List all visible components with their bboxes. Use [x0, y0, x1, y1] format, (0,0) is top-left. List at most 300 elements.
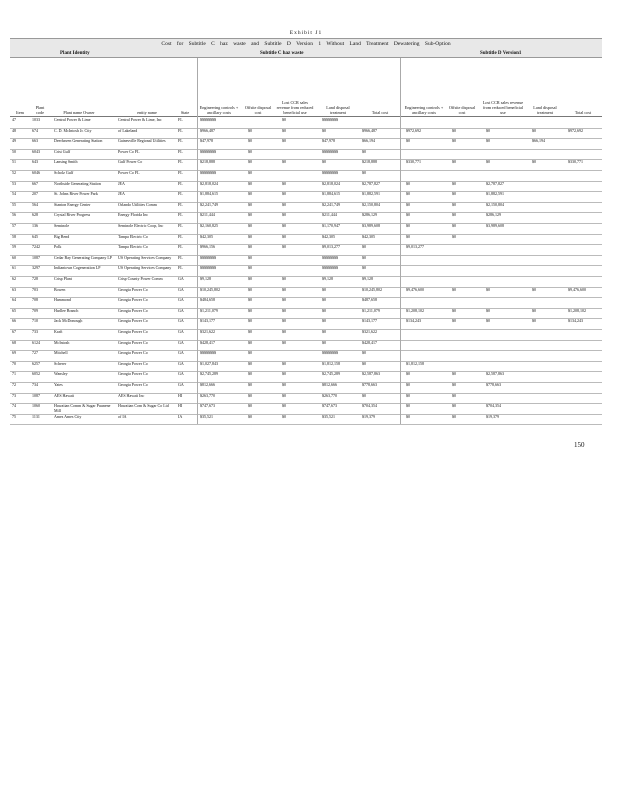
cell-d3: $2,150,804: [486, 201, 504, 207]
cell-d5: $1,208,102: [568, 307, 586, 313]
cell-item: 72: [12, 382, 16, 387]
cell-d3: $0: [486, 318, 490, 324]
cell-c3: $0: [282, 329, 286, 334]
cell-item: 65: [12, 307, 16, 313]
cell-c2: $0: [248, 339, 252, 345]
cell-c1: $1,884,615: [200, 191, 218, 197]
cell-c3: $0: [282, 360, 286, 366]
cell-d5: $330,771: [568, 159, 583, 165]
cell-d2: $0: [452, 212, 456, 218]
cell-c4: $$$$$$$$: [322, 117, 338, 122]
cell-item: 54: [12, 191, 16, 197]
cell-c5: $143,177: [362, 318, 377, 324]
cell-entity: Georgia Power Co: [118, 360, 148, 366]
cell-c2: $0: [248, 350, 252, 356]
cell-d4: $0: [532, 127, 536, 133]
header-lost-ccr-d: Lost CCR sales revenue from reduced beneficial use: [482, 100, 524, 115]
cell-c1: $$$$$$$$: [200, 265, 216, 271]
cell-code: 710: [32, 318, 38, 324]
cell-plant: Deerhaven Generating Station: [54, 138, 103, 144]
cell-c5: $0: [362, 360, 366, 366]
cell-d1: $1,208,102: [406, 307, 424, 313]
cell-c3: $0: [282, 307, 286, 313]
cell-code: 7242: [32, 244, 40, 250]
cell-c4: $2,818,024: [322, 180, 340, 186]
cell-c1: $1,027,843: [200, 360, 218, 366]
cell-c1: $9,128: [200, 276, 211, 281]
cell-d4: $0: [532, 318, 536, 324]
cell-state: GA: [178, 339, 184, 345]
cell-state: FL: [178, 265, 183, 271]
cell-c1: $10,245,802: [200, 286, 220, 292]
cell-c1: $$$$$$$$: [200, 350, 216, 356]
cell-c4: $1,170,947: [322, 223, 340, 228]
cell-c3: $0: [282, 286, 286, 292]
cell-c2: $0: [248, 297, 252, 303]
cell-c1: $$$$$$$$: [200, 254, 216, 260]
cell-item: 58: [12, 233, 16, 239]
cell-c4: $0: [322, 329, 326, 334]
cell-d1: $9,476,600: [406, 286, 424, 292]
cell-d1: $0: [406, 233, 410, 239]
cell-plant: Hawaiian Comm & Sugar Puunene Mill: [54, 403, 111, 414]
cell-c5: $3,989,608: [362, 223, 380, 228]
cell-c3: $0: [282, 201, 286, 207]
cell-entity: Georgia Power Co: [118, 286, 148, 292]
cell-c2: $0: [248, 159, 252, 165]
header-total-c: Total cost: [371, 110, 389, 115]
cell-item: 64: [12, 297, 16, 303]
cell-entity: of Lakeland: [118, 127, 138, 133]
cell-c2: $0: [248, 265, 252, 271]
cell-d3: $286,129: [486, 212, 501, 218]
cell-c1: $211,444: [200, 212, 215, 218]
cell-state: FL: [178, 117, 183, 122]
cell-plant: Mitchell: [54, 350, 68, 356]
cell-plant: AES Hawaii: [54, 392, 75, 398]
cell-d2: $0: [452, 382, 456, 387]
cell-c3: $0: [282, 371, 286, 377]
cell-state: FL: [178, 233, 183, 239]
cell-c1: $35,521: [200, 413, 213, 419]
cell-state: GA: [178, 350, 184, 356]
cell-c3: $0: [282, 297, 286, 303]
cell-d4: $0: [532, 307, 536, 313]
cell-item: 71: [12, 371, 16, 377]
cell-c4: $263,770: [322, 392, 337, 398]
cell-code: 1087: [32, 392, 40, 398]
cell-d4: $0: [532, 159, 536, 165]
cell-c1: $42,305: [200, 233, 213, 239]
cell-item: 49: [12, 138, 16, 144]
table-row: [10, 414, 602, 426]
table-title: Cost for Subtitle C haz waste and Subtitle D Version 1 Without Land Treatment Dewatering Sub-Option: [10, 38, 602, 51]
cell-c1: $263,770: [200, 392, 215, 398]
cell-plant: Polk: [54, 244, 62, 250]
cell-state: GA: [178, 297, 184, 303]
cell-c2: $0: [248, 127, 252, 133]
cell-c5: $218,888: [362, 159, 377, 165]
cell-item: 73: [12, 392, 16, 398]
cell-entity: of IA: [118, 413, 127, 419]
cell-d1: $0: [406, 180, 410, 186]
cell-entity: Georgia Power Co: [118, 350, 148, 356]
cell-c1: $428,417: [200, 339, 215, 345]
cell-plant: Jack McDonough: [54, 318, 83, 324]
cell-entity: Power Co FL: [118, 170, 140, 175]
cell-plant: Bowen: [54, 286, 66, 292]
cell-d1: $0: [406, 371, 410, 377]
cell-item: 56: [12, 212, 16, 218]
cell-c4: $0: [322, 307, 326, 313]
cell-d3: $19,379: [486, 413, 499, 419]
cell-c4: $747,673: [322, 403, 337, 409]
cell-code: 1033: [32, 117, 40, 122]
header-plant-code: Plant code: [35, 105, 45, 115]
cell-item: 57: [12, 223, 16, 228]
cell-c5: $778,663: [362, 382, 377, 387]
header-plant-name: Plant name Owner: [63, 110, 95, 115]
cell-code: 674: [32, 127, 38, 133]
cell-plant: Yates: [54, 382, 63, 387]
cell-plant: St. Johns River Power Park: [54, 191, 98, 197]
cell-code: 6124: [32, 339, 40, 345]
cell-d1: $134,243: [406, 318, 421, 324]
cell-entity: Georgia Power Co: [118, 382, 148, 387]
cell-code: 728: [32, 276, 38, 281]
cell-state: FL: [178, 191, 183, 197]
cell-c4: $$$$$$$$: [322, 148, 338, 154]
header-entity-name: entity name: [137, 110, 157, 115]
cell-c2: $0: [248, 180, 252, 186]
cell-d1: $330,771: [406, 159, 421, 165]
cell-entity: Tampa Electric Co: [118, 233, 148, 239]
cell-entity: Georgia Power Co: [118, 329, 148, 334]
cell-d3: $0: [486, 307, 490, 313]
cell-c3: $0: [282, 244, 286, 250]
column-header-row: [10, 58, 602, 117]
cell-item: 52: [12, 170, 16, 175]
cell-c1: $2,160,825: [200, 223, 218, 228]
cell-c1: $2,241,749: [200, 201, 218, 207]
cell-c1: $321,622: [200, 329, 215, 334]
cell-c3: $0: [282, 138, 286, 144]
cell-item: 48: [12, 127, 16, 133]
cell-c4: $0: [322, 159, 326, 165]
cell-state: GA: [178, 286, 184, 292]
cell-item: 51: [12, 159, 16, 165]
cell-c1: $484,658: [200, 297, 215, 303]
cell-code: 708: [32, 297, 38, 303]
cell-c2: $0: [248, 382, 252, 387]
cell-state: GA: [178, 307, 184, 313]
cell-item: 61: [12, 265, 16, 271]
cell-code: 136: [32, 223, 38, 228]
header-eng-c: Engineering controls + ancillary costs: [199, 105, 239, 115]
cell-c5: $966,487: [362, 127, 377, 133]
header-land-c: Land disposal treatment: [326, 105, 350, 115]
cell-code: 727: [32, 350, 38, 356]
cell-d1: $0: [406, 382, 410, 387]
cell-c2: $0: [248, 392, 252, 398]
cell-c4: $2,241,749: [322, 201, 340, 207]
cell-state: FL: [178, 244, 183, 250]
cell-state: FL: [178, 212, 183, 218]
cell-code: 1060: [32, 403, 40, 409]
cell-c3: $0: [282, 318, 286, 324]
cell-c4: $9,128: [322, 276, 333, 281]
cell-c5: $1,882,591: [362, 191, 380, 197]
cell-entity: Georgia Power Co: [118, 297, 148, 303]
cell-c5: $0: [362, 254, 366, 260]
cell-c3: $0: [282, 223, 286, 228]
cell-code: 643: [32, 159, 38, 165]
cell-c3: $0: [282, 392, 286, 398]
cell-c3: $0: [282, 339, 286, 345]
group-subtitle-c: Subtitle C haz waste: [260, 51, 304, 56]
cell-entity: JEA: [118, 180, 125, 186]
cell-entity: Tampa Electric Co: [118, 244, 148, 250]
header-offsite-c: Offsite disposal cost: [244, 105, 272, 115]
cell-item: 70: [12, 360, 16, 366]
cell-d3: $1,882,591: [486, 191, 504, 197]
cell-c2: $0: [248, 371, 252, 377]
cell-item: 60: [12, 254, 16, 260]
cell-code: 207: [32, 191, 38, 197]
cell-entity: Georgia Power Co: [118, 307, 148, 313]
cell-c5: $0: [362, 350, 366, 356]
cell-c5: $286,129: [362, 212, 377, 218]
cell-code: 6052: [32, 371, 40, 377]
cell-c1: $218,888: [200, 159, 215, 165]
cell-entity: Georgia Power Co: [118, 371, 148, 377]
group-plant-identity: Plant Identity: [60, 51, 90, 56]
cell-d2: $0: [452, 223, 456, 228]
group-subtitle-d: Subtitle D Version1: [480, 51, 522, 56]
cell-entity: US Operating Services Company: [118, 254, 172, 260]
cell-d5: $972,692: [568, 127, 583, 133]
cell-c4: $35,521: [322, 413, 335, 419]
cell-c5: $9,128: [362, 276, 373, 281]
cell-state: FL: [178, 148, 183, 154]
cell-item: 67: [12, 329, 16, 334]
cell-d1: $0: [406, 212, 410, 218]
cell-plant: Northside Generating Station: [54, 180, 101, 186]
cell-plant: Seminole: [54, 223, 70, 228]
cell-d3: $704,354: [486, 403, 501, 409]
cell-code: 564: [32, 201, 38, 207]
cell-c3: $0: [282, 159, 286, 165]
header-lost-ccr-c: Lost CCR sales revenue from reduced beneficial use: [276, 100, 314, 115]
cell-code: 628: [32, 212, 38, 218]
cell-plant: Cedar Bay Generating Company LP: [54, 254, 112, 260]
cell-c2: $0: [248, 212, 252, 218]
cell-d2: $0: [452, 413, 456, 419]
cell-c1: $966,156: [200, 244, 215, 250]
cell-plant: Crist Gulf: [54, 148, 71, 154]
cell-c2: $0: [248, 307, 252, 313]
cell-code: 734: [32, 382, 38, 387]
cell-code: 663: [32, 138, 38, 144]
cell-d1: $1,812,158: [406, 360, 424, 366]
cell-d1: $0: [406, 191, 410, 197]
cell-d3: $0: [486, 127, 490, 133]
cell-c1: $47,978: [200, 138, 213, 144]
cell-code: 645: [32, 233, 38, 239]
cell-c3: $0: [282, 276, 286, 281]
cell-c4: $0: [322, 297, 326, 303]
header-land-d: Land disposal treatment: [533, 105, 557, 115]
cell-code: 1131: [32, 413, 40, 419]
cell-c2: $0: [248, 191, 252, 197]
cell-d4: $66,194: [532, 138, 545, 144]
cell-item: 53: [12, 180, 16, 186]
cell-state: FL: [178, 254, 183, 260]
cell-state: FL: [178, 170, 183, 175]
cell-item: 66: [12, 318, 16, 324]
cell-plant: C. D. McIntosh Jr. City: [54, 127, 92, 133]
cell-c5: $2,587,863: [362, 371, 380, 377]
cell-c3: $0: [282, 191, 286, 197]
cell-c3: $0: [282, 212, 286, 218]
exhibit-label: Exhibit J1: [289, 30, 323, 36]
cell-state: GA: [178, 371, 184, 377]
cell-code: 3297: [32, 265, 40, 271]
cell-c4: $0: [322, 339, 326, 345]
cell-d1: $9,013,277: [406, 244, 424, 250]
cell-code: 709: [32, 307, 38, 313]
cell-c3: $0: [282, 382, 286, 387]
cell-entity: AES Hawaii Inc: [118, 392, 145, 398]
cell-plant: Harllee Branch: [54, 307, 79, 313]
cell-plant: Kraft: [54, 329, 63, 334]
cell-plant: Wansley: [54, 371, 68, 377]
cell-entity: Georgia Power Co: [118, 318, 148, 324]
cell-plant: Ames Ames City: [54, 413, 82, 419]
cell-c4: $$$$$$$$: [322, 265, 338, 271]
cell-c3: $0: [282, 117, 286, 122]
cell-c2: $0: [248, 170, 252, 175]
cell-c4: $9,013,277: [322, 244, 340, 250]
cell-entity: Energy Florida Inc: [118, 212, 149, 218]
cell-c5: $1,211,079: [362, 307, 380, 313]
cell-d1: $0: [406, 138, 410, 144]
cell-c5: $0: [362, 170, 366, 175]
cell-state: HI: [178, 403, 183, 409]
cell-plant: Hammond: [54, 297, 71, 303]
cell-c1: $2,745,289: [200, 371, 218, 377]
cell-plant: Lansing Smith: [54, 159, 78, 165]
cell-c2: $0: [248, 329, 252, 334]
cell-c3: $0: [282, 233, 286, 239]
cell-d3: $0: [486, 138, 490, 144]
header-state: State: [180, 110, 190, 115]
group-header-row: [10, 50, 602, 58]
cell-d3: $0: [486, 286, 490, 292]
cell-c4: $1,812,158: [322, 360, 340, 366]
cell-c4: $0: [322, 127, 326, 133]
cell-code: 1087: [32, 254, 40, 260]
header-total-d: Total cost: [574, 110, 592, 115]
page-number: 150: [574, 441, 585, 449]
cell-d2: $0: [452, 371, 456, 377]
cell-c5: $42,305: [362, 233, 375, 239]
cell-entity: Crisp County Power Comm: [118, 276, 163, 281]
cell-c2: $0: [248, 223, 252, 228]
cell-state: GA: [178, 382, 184, 387]
cell-item: 69: [12, 350, 16, 356]
cell-c1: $747,673: [200, 403, 215, 409]
cell-c5: $2,150,804: [362, 201, 380, 207]
cell-entity: Power Co FL: [118, 148, 140, 154]
cell-d1: $0: [406, 223, 410, 228]
cell-code: 667: [32, 180, 38, 186]
cell-c2: $0: [248, 413, 252, 419]
cell-d2: $0: [452, 392, 456, 398]
cell-plant: McIntosh: [54, 339, 70, 345]
cell-state: GA: [178, 318, 184, 324]
cell-d2: $0: [452, 201, 456, 207]
cell-entity: Orlando Utilities Comm: [118, 201, 157, 207]
cell-c5: $0: [362, 265, 366, 271]
cell-plant: Crisp Plant: [54, 276, 72, 281]
cell-item: 63: [12, 286, 16, 292]
cell-c1: $$$$$$$$: [200, 117, 216, 122]
cell-plant: Central Power & Lime: [54, 117, 91, 122]
cell-plant: Scholz Gulf: [54, 170, 74, 175]
cell-code: 6043: [32, 148, 40, 154]
cell-entity: Gulf Power Co: [118, 159, 143, 165]
cell-c1: $812,666: [200, 382, 215, 387]
cell-d3: $2,587,863: [486, 371, 504, 377]
cell-entity: Seminole Electric Coop, Inc: [118, 223, 164, 228]
cell-c4: $47,978: [322, 138, 335, 144]
cell-entity: Central Power & Lime, Inc: [118, 117, 162, 122]
group-divider: [197, 58, 198, 424]
cell-item: 55: [12, 201, 16, 207]
cell-c5: $0: [362, 148, 366, 154]
cell-item: 74: [12, 403, 16, 409]
cell-state: HI: [178, 392, 183, 398]
cell-c3: $0: [282, 403, 286, 409]
group-divider: [400, 58, 401, 424]
cell-c4: $42,305: [322, 233, 335, 239]
cell-item: 47: [12, 117, 16, 122]
cell-code: 6046: [32, 170, 40, 175]
cell-plant: Scherer: [54, 360, 67, 366]
cell-c5: $0: [362, 244, 366, 250]
cell-entity: Gainesville Regional Utilities: [118, 138, 166, 144]
cell-d2: $0: [452, 180, 456, 186]
cell-entity: Georgia Power Co: [118, 339, 148, 345]
cell-c1: $2,818,024: [200, 180, 218, 186]
cell-c4: $0: [322, 318, 326, 324]
cell-plant: Indiantown Cogeneration LP: [54, 265, 101, 271]
cell-c4: $812,666: [322, 382, 337, 387]
cell-d3: $778,663: [486, 382, 501, 387]
cell-d1: $0: [406, 403, 410, 409]
cell-state: FL: [178, 159, 183, 165]
cell-c5: $321,622: [362, 329, 377, 334]
cell-d2: $0: [452, 127, 456, 133]
cell-d3: $0: [486, 159, 490, 165]
cell-state: GA: [178, 276, 184, 281]
cell-c4: $$$$$$$$: [322, 170, 338, 175]
cell-d5: $134,243: [568, 318, 583, 324]
cell-c5: $19,379: [362, 413, 375, 419]
cell-d1: $0: [406, 413, 410, 419]
cell-state: FL: [178, 201, 183, 207]
